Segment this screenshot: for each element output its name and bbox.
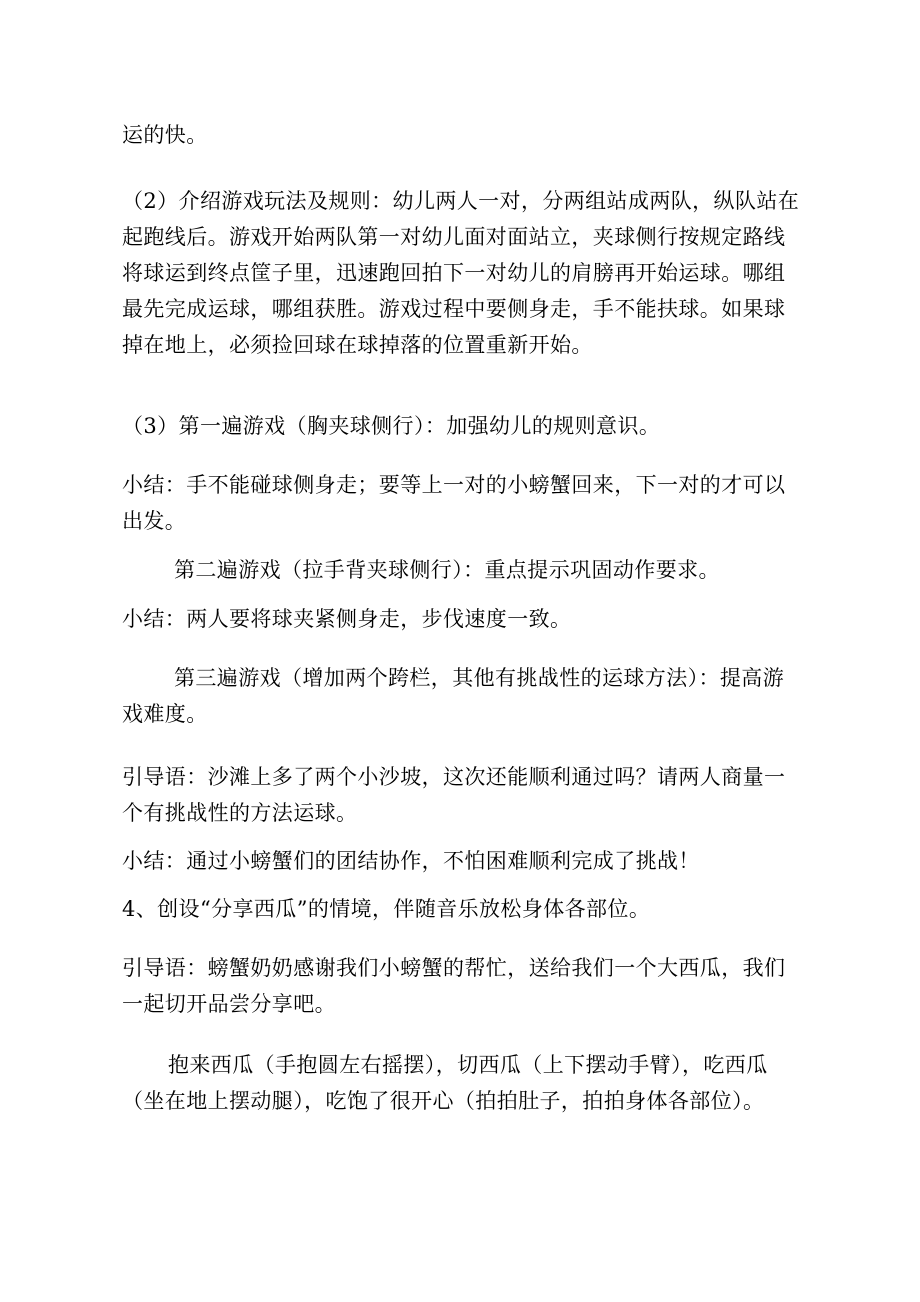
paragraph-relax-actions: 抱来西瓜（手抱圆左右摇摆），切西瓜（上下摆动手臂），吃西瓜（坐在地上摆动腿），吃饱了很开心（拍拍肚子，拍拍身体各部位）。	[122, 1053, 768, 1113]
paragraph-third-round: 第三遍游戏（增加两个跨栏，其他有挑战性的运球方法）：提高游戏难度。	[122, 666, 785, 726]
paragraph-second-round: 第二遍游戏（拉手背夹球侧行）：重点提示巩固动作要求。	[174, 558, 720, 582]
paragraph-continuation: 运的快。	[122, 123, 208, 147]
paragraph-summary-3: 小结：通过小螃蟹们的团结协作，不怕困难顺利完成了挑战！	[122, 849, 700, 873]
paragraph-guide-1: 引导语：沙滩上多了两个小沙坡，这次还能顺利通过吗？请两人商量一个有挑战性的方法运球。	[122, 765, 786, 825]
paragraph-step-4: 4、创设“分享西瓜”的情境，伴随音乐放松身体各部位。	[122, 897, 651, 921]
paragraph-guide-2: 引导语：螃蟹奶奶感谢我们小螃蟹的帮忙，送给我们一个大西瓜，我们一起切开品尝分享吧。	[122, 956, 786, 1016]
paragraph-game-rules: （2）介绍游戏玩法及规则：幼儿两人一对，分两组站成两队，纵队站在起跑线后。游戏开始两队第一对幼儿面对面站立，夹球侧行按规定路线将球运到终点筐子里，迅速跑回拍下一对幼儿的肩膀再开始运球。哪组最先完成运球，哪组获胜。游戏过程中要侧身走，手不能扶球。如果球掉在地上，必须捡回球在球掉落的位置重新开始。	[122, 189, 800, 357]
paragraph-first-round: （3）第一遍游戏（胸夹球侧行）：加强幼儿的规则意识。	[122, 414, 661, 438]
paragraph-summary-1: 小结：手不能碰球侧身走；要等上一对的小螃蟹回来，下一对的才可以出发。	[122, 473, 786, 533]
paragraph-summary-2: 小结：两人要将球夹紧侧身走，步伐速度一致。	[122, 607, 572, 631]
